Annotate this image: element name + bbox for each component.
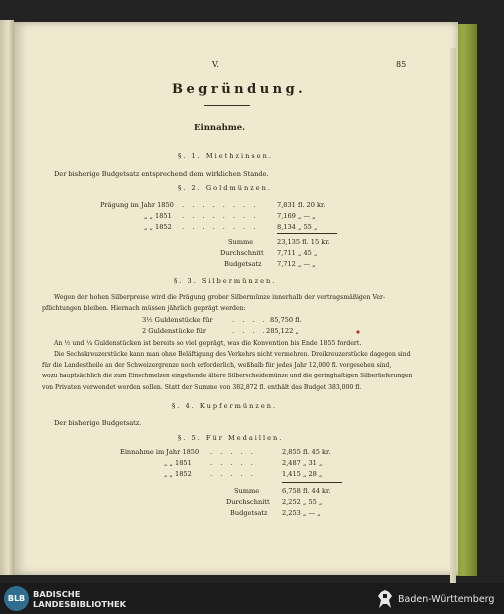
s5-row-value: 2,487 „ 31 „ — [282, 459, 323, 467]
left-page-sliver — [0, 20, 14, 575]
s3-paragraph-line: An ½ und ¼ Guldenstücken ist bereits so viel geprägt, was die Konvention bis Ende 1855 fordert. — [54, 340, 362, 347]
section-number: V. — [212, 60, 219, 69]
s3-row-label: 3½ Guldenstücke für — [142, 316, 213, 324]
s5-total-label: Durchschnitt — [226, 498, 270, 506]
s2-row-value: 7,169 „ — „ — [277, 212, 316, 220]
s5-total-value: 2,252 „ 55 „ — [282, 498, 323, 506]
s3-paragraph-line: für die Landestheile an der Schweizergrenze noch erforderlich, weßhalb für jedes Jahr 12,000 fl. vorgesehen sind, — [42, 362, 392, 369]
s2-total-value: 23,135 fl. 15 kr. — [277, 238, 330, 246]
s5-heading: §. 5. Für Medaillen. — [178, 434, 284, 442]
leader-dots: . . . . . . . . — [182, 201, 259, 209]
baden-wuerttemberg-lion-icon — [375, 588, 395, 610]
s5-total-label: Budgetsatz — [230, 509, 268, 517]
leader-dots: . . . . . — [210, 448, 256, 456]
s2-total-label: Budgetsatz — [224, 260, 262, 268]
s2-total-label: Summe — [228, 238, 254, 246]
s2-total-label: Durchschnitt — [220, 249, 264, 257]
library-name-line1: BADISCHE — [33, 589, 81, 599]
s2-row-value: 8,134 „ 55 „ — [277, 223, 318, 231]
s3-row-value: 285,122 „ — [266, 327, 299, 335]
s1-text: Der bisherige Budgetsatz entsprechend dem wirklichen Stande. — [54, 170, 269, 178]
s5-row-label: „ „ 1852 — [164, 470, 192, 478]
page-edge — [450, 48, 456, 596]
s2-total-value: 7,712 „ — „ — [277, 260, 316, 268]
s1-heading: §. 1. Miethzinsen. — [178, 152, 273, 160]
s5-row-label: „ „ 1851 — [164, 459, 192, 467]
state-name[interactable]: Baden-Württemberg — [398, 594, 495, 605]
page-title: Begründung. — [172, 82, 307, 97]
s2-row-label: Prägung im Jahr 1850 — [100, 201, 174, 209]
s5-total-label: Summe — [234, 487, 260, 495]
title-rule — [204, 105, 250, 106]
einnahme-heading: Einnahme. — [194, 123, 246, 133]
library-name[interactable] — [33, 589, 126, 609]
s3-heading: §. 3. Silbermünzen. — [174, 277, 277, 285]
library-name-line2: LANDESBIBLIOTHEK — [33, 599, 127, 609]
s5-row-value: 2,855 fl. 45 kr. — [282, 448, 331, 456]
blb-logo-icon[interactable]: BLB — [4, 586, 29, 611]
s3-paragraph-line: Wegen der hohen Silberpreise wird die Prägung grober Silbermünze innerhalb der vertragsmäßigen Ver- — [54, 294, 386, 301]
sum-rule — [277, 233, 337, 234]
s4-heading: §. 4. Kupfermünzen. — [172, 402, 278, 410]
s3-row-value: 85,750 fl. — [270, 316, 302, 324]
s2-row-value: 7,831 fl. 20 kr. — [277, 201, 326, 209]
s3-paragraph-line: wozu hauptsächlich die zum Einschmelzen eingehende ältere Silberscheidemünze und die geringhaltigen Silberlieferungen — [42, 373, 413, 379]
s2-row-label: „ „ 1852 — [144, 223, 172, 231]
s4-text: Der bisherige Budgetsatz. — [54, 419, 142, 427]
leader-dots: . . . . . — [210, 470, 256, 478]
s5-total-value: 2,253 „ — „ — [282, 509, 321, 517]
s3-row-label: 2 Guldenstücke für — [142, 327, 207, 335]
s2-row-label: „ „ 1851 — [144, 212, 172, 220]
red-mark-icon — [356, 330, 360, 334]
leader-dots: . . . . . — [210, 459, 256, 467]
s3-paragraph-line: Die Sechskreuzerstücke kann man ohne Beläftigung des Verkehrs nicht vermehren. Dreikreuzerstücke dagegen sind — [54, 351, 411, 358]
page-number: 85 — [396, 60, 407, 69]
s5-row-value: 1,415 „ 28 „ — [282, 470, 323, 478]
book-cover-edge — [455, 24, 477, 576]
document-page — [14, 22, 458, 575]
s3-paragraph-line: pflichtungen bleiben. Hiernach müssen jährlich geprägt werden: — [42, 305, 246, 312]
leader-dots: . . . . — [232, 327, 268, 335]
leader-dots: . . . . . . . . — [182, 223, 259, 231]
sum-rule — [282, 482, 342, 483]
leader-dots: . . . . . . . . — [182, 212, 259, 220]
s2-total-value: 7,711 „ 45 „ — [277, 249, 318, 257]
s5-row-label: Einnahme im Jahr 1850 — [120, 448, 200, 456]
s3-paragraph-line: von Privaten verwendet werden sollen. Statt der Summe von 382,872 fl. enthält das Budget 383,000 fl. — [42, 384, 362, 391]
s5-total-value: 6,758 fl. 44 kr. — [282, 487, 331, 495]
leader-dots: . . . . — [232, 316, 268, 324]
s2-heading: §. 2. Goldmünzen. — [178, 184, 272, 192]
